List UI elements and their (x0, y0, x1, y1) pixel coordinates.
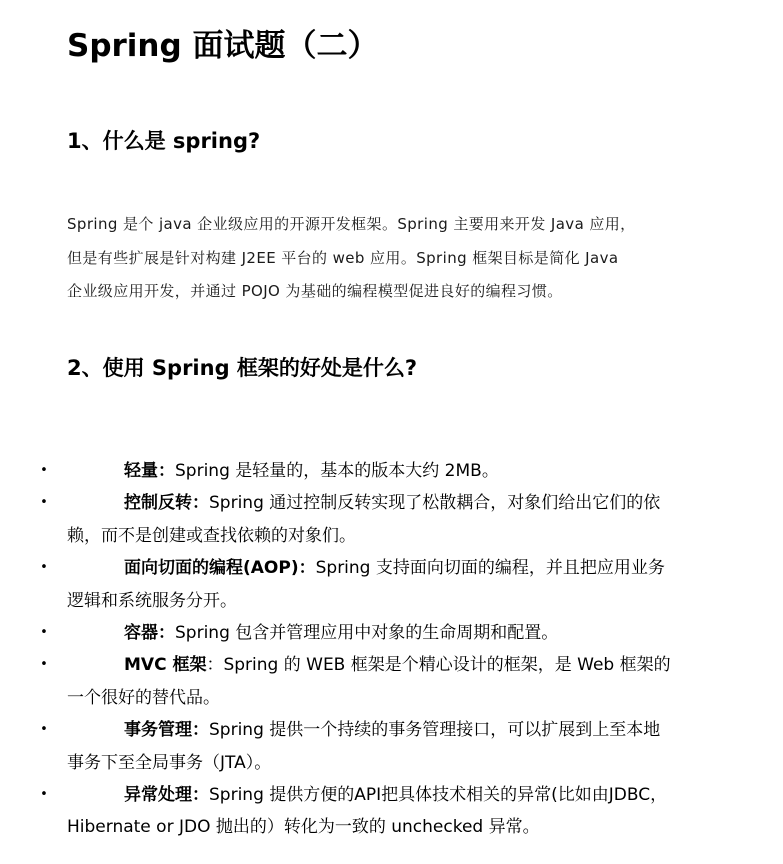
benefit-lightweight (0, 455, 783, 487)
bullet-icon: • (40, 722, 48, 738)
benefit-text-continued: Hibernate or JDO 抛出的）转化为一致的 unchecked 异常。 (67, 817, 540, 838)
benefit-text: Spring 支持面向切面的编程，并且把应用业务 (315, 558, 665, 579)
benefit-line (0, 649, 783, 681)
benefit-text: ：Spring 的 WEB 框架是个精心设计的框架，是 Web 框架的 (206, 655, 671, 676)
benefits-list (0, 455, 783, 844)
benefit-text-continued: 事务下至全局事务（JTA）。 (67, 752, 272, 773)
answer-line: Spring 是个 java 企业级应用的开源开发框架。Spring 主要用来开发 Java 应用， (67, 215, 636, 233)
benefit-line (0, 552, 783, 584)
bullet-icon: • (40, 625, 48, 641)
benefit-aop (0, 552, 783, 617)
benefit-text: Spring 包含并管理应用中对象的生命周期和配置。 (175, 623, 559, 644)
benefit-text-continued: 一个很好的替代品。 (67, 687, 220, 708)
benefit-exceptions (0, 779, 783, 844)
benefit-text: Spring 提供一个持续的事务管理接口，可以扩展到上至本地 (209, 720, 661, 741)
question-2-heading: 2、使用 Spring 框架的好处是什么? (67, 356, 418, 380)
bullet-icon: • (40, 657, 48, 673)
document-title: Spring 面试题（二） (67, 28, 379, 64)
benefit-text: Spring 是轻量的，基本的版本大约 2MB。 (175, 461, 499, 481)
benefit-text: Spring 提供方便的API把具体技术相关的异常(比如由JDBC， (209, 785, 668, 806)
benefit-term: 控制反转： (124, 493, 209, 514)
bullet-icon: • (40, 463, 48, 478)
benefit-line (0, 617, 783, 649)
question-1-heading: 1、什么是 spring? (67, 129, 261, 153)
benefit-text-continued: 逻辑和系统服务分开。 (67, 590, 237, 611)
benefit-line (0, 714, 783, 746)
benefit-term: 容器： (124, 623, 175, 644)
benefit-term: 面向切面的编程(AOP)： (124, 558, 316, 579)
benefit-text-continued: 赖，而不是创建或查找依赖的对象们。 (67, 525, 356, 546)
answer-line: 企业级应用开发，并通过 POJO 为基础的编程模型促进良好的编程习惯。 (67, 282, 563, 300)
bullet-icon: • (40, 495, 48, 511)
benefit-container (0, 617, 783, 649)
benefit-text: Spring 通过控制反转实现了松散耦合，对象们给出它们的依 (209, 493, 661, 514)
benefit-line (0, 487, 783, 519)
benefit-term: 异常处理： (124, 785, 209, 806)
bullet-icon: • (40, 787, 48, 803)
answer-line: 但是有些扩展是针对构建 J2EE 平台的 web 应用。Spring 框架目标是简化 Java (67, 248, 619, 267)
benefit-term: 事务管理： (124, 720, 209, 741)
benefit-mvc (0, 649, 783, 714)
benefit-line (0, 779, 783, 811)
benefit-term: 轻量： (124, 461, 175, 481)
benefit-transactions (0, 714, 783, 779)
benefit-ioc (0, 487, 783, 552)
bullet-icon: • (40, 560, 48, 576)
benefit-line (0, 455, 783, 487)
question-1-answer (67, 208, 717, 309)
benefit-term: MVC 框架 (124, 655, 207, 676)
